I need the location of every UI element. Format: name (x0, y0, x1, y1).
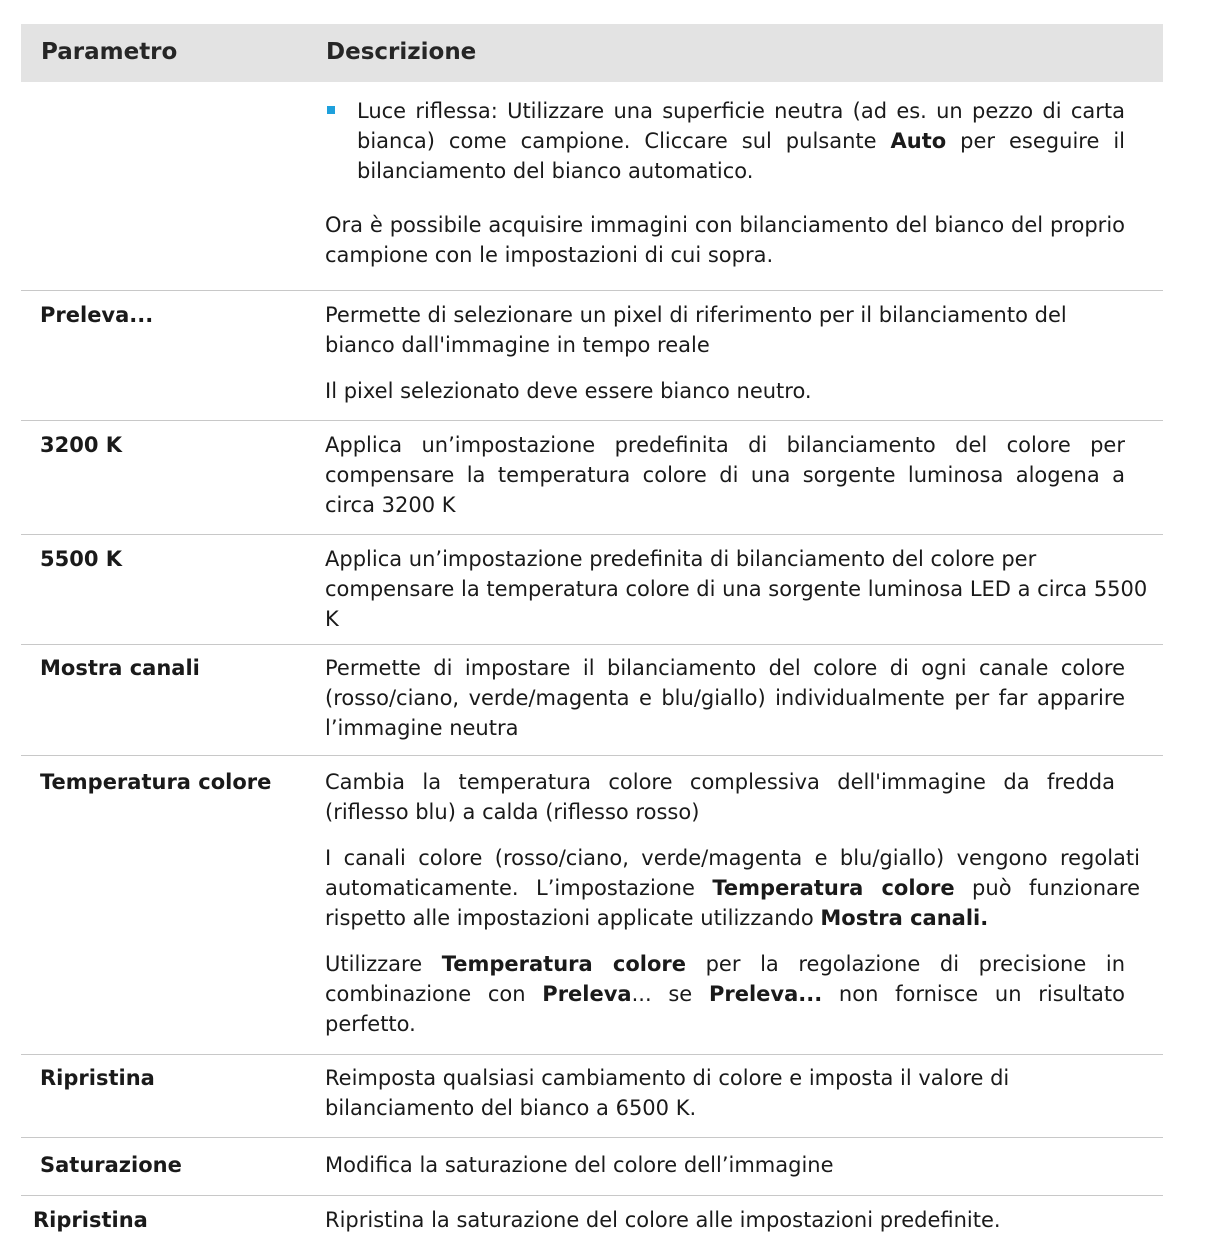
param-preleva: Preleva... (40, 303, 154, 327)
table-row-continuation (21, 82, 1163, 291)
bullet-item: Luce riflessa: Utilizzare una superficie neutra (ad es. un pezzo di carta bianca) come campione. Cliccare sul pulsante Auto per eseguire il bilanciamento del bianco automatico. (325, 96, 1125, 186)
table-row-3200k (21, 421, 1163, 535)
row-description: Modifica la saturazione del colore dell’immagine (325, 1153, 834, 1177)
row-description: Cambia la temperatura colore complessiva dell'immagine da fredda (riflesso blu) a calda (riflesso rosso) I canali colore (rosso/ciano, verde/magenta e blu/giallo) vengono regolati automaticamente. L’impostazione Temperatura colore può funzionare rispetto alle impostazioni applicate utilizzando Mostra canali. Utilizzare Temperatura colore per la regolazione di precisione in combinazione con Preleva... se Preleva... non fornisce un risultato perfetto. (325, 770, 1141, 1036)
row-description: Applica un’impostazione predefinita di bilanciamento del colore per compensare la temperatura colore di una sorgente luminosa alogena a circa 3200 K (325, 433, 1125, 517)
table-row-ripristina-saturazione (21, 1196, 1163, 1234)
row-description: Applica un’impostazione predefinita di bilanciamento del colore per compensare la temperatura colore di una sorgente luminosa LED a circa 5500 K (325, 547, 1148, 631)
table-row-mostra-canali (21, 645, 1163, 756)
row-description: Permette di impostare il bilanciamento del colore di ogni canale colore (rosso/ciano, verde/magenta e blu/giallo) individualmente per far apparire l’immagine neutra (325, 656, 1125, 740)
param-ripristina-saturazione: Ripristina (33, 1208, 148, 1232)
row-description: Ripristina la saturazione del colore alle impostazioni predefinite. (325, 1208, 1001, 1232)
row-description (325, 96, 1125, 270)
header-descrizione: Descrizione (326, 39, 477, 65)
parameter-table (21, 24, 1163, 1234)
row-description: Permette di selezionare un pixel di riferimento per il bilanciamento del bianco dall'immagine in tempo reale Il pixel selezionato deve essere bianco neutro. (325, 303, 1067, 403)
table-header (21, 24, 1163, 82)
header-parametro: Parametro (41, 39, 178, 65)
continuation-paragraph: Ora è possibile acquisire immagini con bilanciamento del bianco del proprio campione con le impostazioni di cui sopra. (325, 213, 1125, 267)
table-row-temperatura-colore (21, 756, 1163, 1055)
row-description: Reimposta qualsiasi cambiamento di colore e imposta il valore di bilanciamento del bianco a 6500 K. (325, 1066, 1010, 1120)
param-ripristina: Ripristina (40, 1066, 155, 1090)
param-saturazione: Saturazione (40, 1153, 182, 1177)
table-row-5500k (21, 535, 1163, 645)
table-row-saturazione (21, 1138, 1163, 1196)
bullet-square-icon (327, 106, 335, 114)
param-5500k: 5500 K (40, 547, 123, 571)
param-mostra-canali: Mostra canali (40, 656, 200, 680)
param-temperatura-colore: Temperatura colore (40, 770, 272, 794)
table-row-ripristina (21, 1055, 1163, 1138)
table-row-preleva (21, 291, 1163, 421)
param-3200k: 3200 K (40, 433, 123, 457)
